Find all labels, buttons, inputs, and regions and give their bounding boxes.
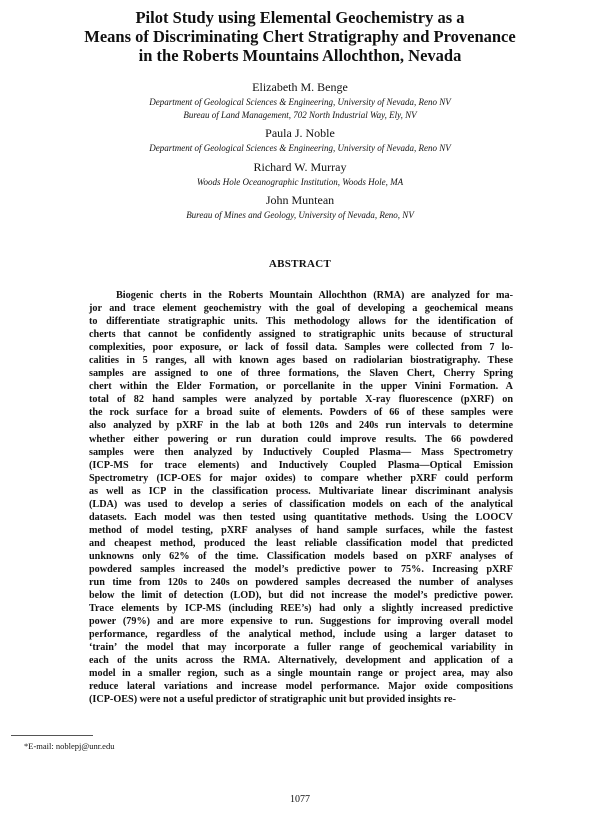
title-line: Pilot Study using Elemental Geochemistry as a [135,8,465,27]
author-block [40,80,560,121]
abstract-line: total of 82 hand samples were analyzed by portable X-ray fluorescence (pXRF) on [89,394,513,406]
affiliation-line: Bureau of Land Management, 702 North Industrial Way, Ely, NV [183,109,417,120]
paper-title [40,8,560,65]
author-affiliation [40,209,560,222]
abstract-line: unknowns only 62% of the time. Classification models based on pXRF analyses of [89,550,513,562]
abstract-line: jor and trace element geochemistry with the goal of developing a geochemical means [89,303,513,315]
title-line: in the Roberts Mountains Allochthon, Nevada [138,46,462,65]
abstract-line: powdered samples increased the model’s predictive power to 75%. Increasing pXRF [89,563,513,575]
abstract-line: power (79%) and are more expensive to run. Suggestions for improving overall model [89,616,513,628]
page-number: 1077 [290,794,310,805]
author-name: Richard W. Murray [253,159,347,174]
abstract-line: method of model testing, pXRF analyses of hand sample surfaces, while the fastest [89,524,513,536]
abstract-line: to differentiate stratigraphic units. This methodology allows for the identification of [89,316,513,328]
abstract-line: also analyzed by pXRF in the lab at both 120s and 240s run intervals to determine [89,420,513,432]
abstract-line: (ICP-OES) were not a useful predictor of stratigraphic unit but provided insights re- [89,694,456,706]
affiliation-line: Bureau of Mines and Geology, University of Nevada, Reno, NV [186,210,414,220]
abstract-line: (LDA) was used to develop a series of classification models on each of the analytical [89,498,513,510]
abstract-line: the rock surface for a broad suite of elements. Powders of 66 of these samples were [89,407,513,419]
affiliation-line: Woods Hole Oceanographic Institution, Woods Hole, MA [196,176,404,187]
abstract-line: each of the units across the RMA. Alternatively, development and application of a [89,655,513,667]
abstract-line: below the limit of detection (LOD), but did not increase the model’s predictive power. [89,590,513,602]
abstract-line: ‘train’ the model that may incorporate a fuller range of geochemical variability in [89,642,513,654]
abstract-line: (ICP-MS for trace elements) and Inductively Coupled Plasma—Optical Emission [89,459,513,471]
author-name: John Muntean [265,193,335,207]
author-name: Paula J. Noble [265,126,335,140]
author-block [40,160,560,189]
abstract-line: and cheapest method, produced the least reliable classification model that predicted [89,537,513,549]
affiliation-line: Department of Geological Sciences & Engineering, University of Nevada, Reno NV [149,143,451,153]
abstract-line: datasets. Each model was then tested using quantitative methods. Using the LOOCV [89,511,513,523]
abstract-heading: ABSTRACT [268,258,332,270]
author-block [40,126,560,155]
abstract-line: reduce lateral variations and increase model performance. Major oxide compositions [89,681,513,693]
abstract-line: complexities, poor exposure, or lack of fossil data. Samples were collected from 7 lo- [89,342,513,354]
abstract-line: samples are assigned to one of three formations, the Slaven Chert, Cherry Spring [89,368,513,380]
author-affiliation [40,96,560,121]
footnote-divider [11,735,93,736]
abstract-line: run time from 120s to 240s on powdered samples decreased the number of analyses [89,577,513,589]
author-affiliation [40,142,560,155]
author-name: Elizabeth M. Benge [252,80,348,94]
abstract-line: chert within the Elder Formation, or porcellanite in the upper Vinini Formation. A [89,381,513,393]
abstract-line: cherts that cannot be confidently assigned to stratigraphic units because of structural [89,329,513,341]
footnote-email: *E-mail: noblepj@unr.edu [24,741,115,751]
abstract-line: Spectrometry (ICP-OES for major oxides) to compare whether pXRF could perform [89,472,513,484]
author-list [40,80,560,227]
abstract-line: calities in 5 ranges, all with known ages based on radiolarian biostratigraphy. These [89,355,513,367]
abstract-line: Trace elements by ICP-MS (including REE’s) had only a slightly increased predictive [89,603,513,615]
title-line: Means of Discriminating Chert Stratigraphy and Provenance [84,27,516,46]
abstract-line: samples were then analyzed by Inductively Coupled Plasma— Mass Spectrometry [89,446,513,458]
abstract-line: Biogenic cherts in the Roberts Mountain Allochthon (RMA) are analyzed for ma- [116,290,513,301]
author-affiliation [40,176,560,189]
abstract-text [89,289,513,707]
abstract-line: performance, regardless of the analytical method, include using a larger dataset to [89,629,513,641]
abstract-line: as well as ICP in the classification process. Multivariate linear discriminant analysis [89,485,513,497]
affiliation-line: Department of Geological Sciences & Engineering, University of Nevada, Reno NV [149,97,451,107]
abstract-line: whether either powering or run duration could improve results. The 66 powdered [89,433,513,445]
abstract-line: model in a smaller region, such as a single mountain range or project area, may also [89,668,513,680]
author-block [40,193,560,222]
